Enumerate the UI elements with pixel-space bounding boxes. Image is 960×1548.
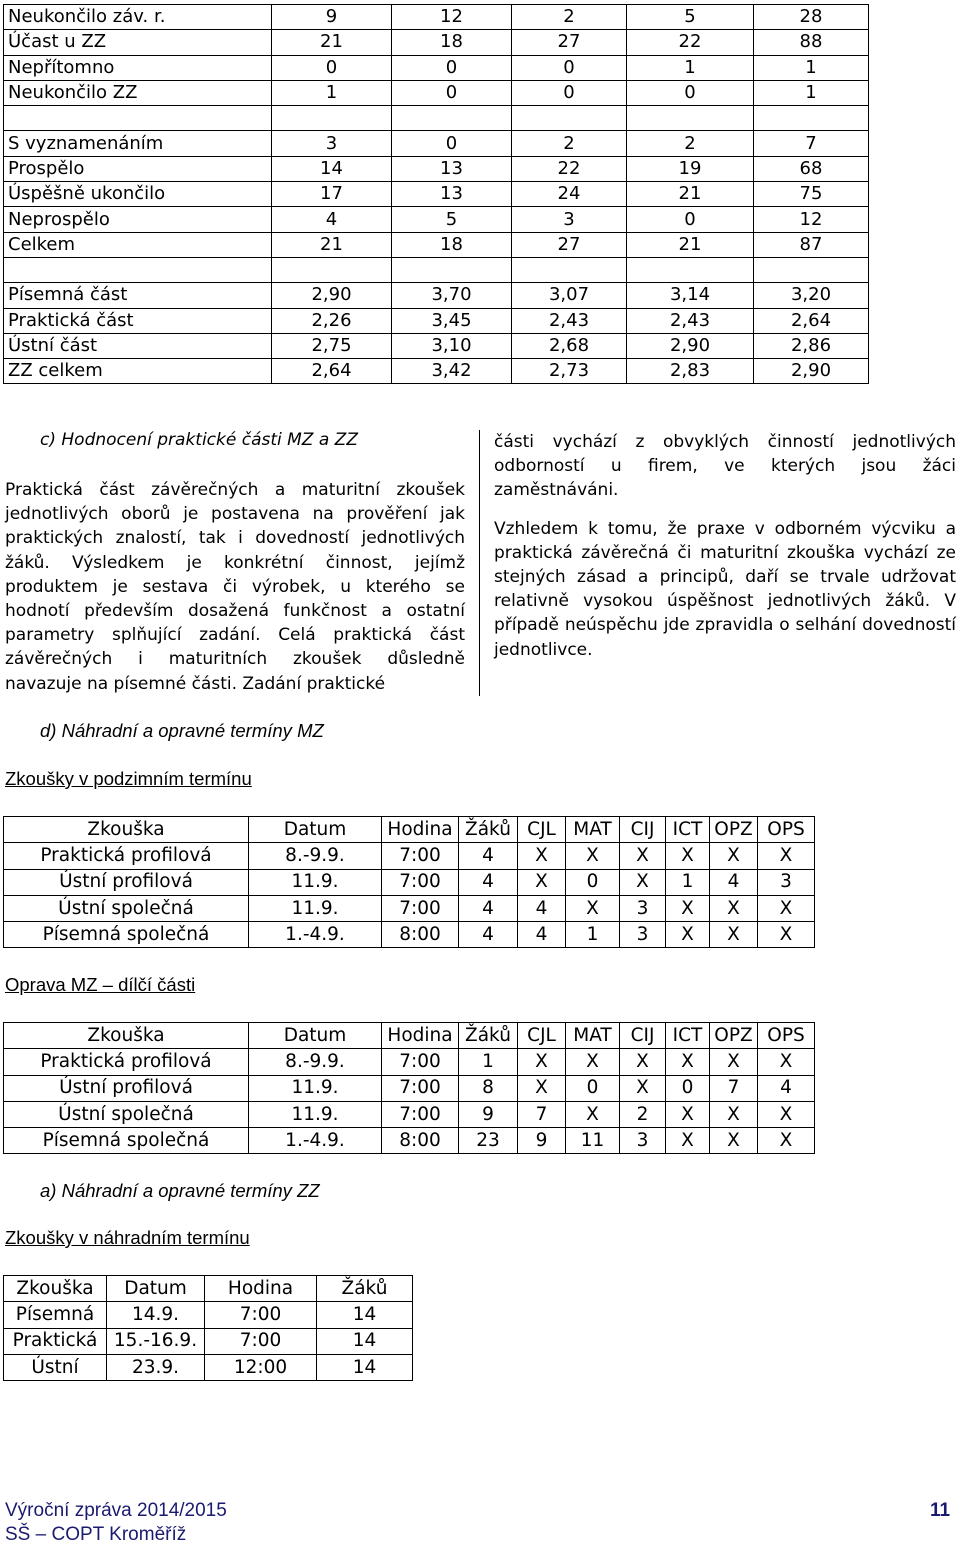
table-row [4,843,815,869]
stats-cell: 0 [392,131,512,156]
table-row [4,895,815,921]
section-c-left-column [5,478,465,696]
table-cell: 4 [518,895,566,921]
table-cell: 7:00 [382,1075,459,1101]
table-cell: Písemná společná [4,1128,249,1154]
table-cell: X [758,1128,815,1154]
column-header: ICT [666,817,710,843]
section-c-left-paragraph: Praktická část závěrečných a maturitní zkoušek jednotlivých oborů je postavena na prověření jak praktických znalostí, tak i dovedností jednotlivých žáků. Výsledkem je konkrétní činnost, jejímž produktem je sestava či výrobek, u kterého se hodnotí především dosažená funkčnost a ostatní parametry splňující zadání. Celá praktická část závěrečných i maturitních zkoušek důsledně navazuje na písemné části. Zadání praktické [5,480,465,694]
stats-row-label: Prospělo [4,156,272,181]
table-cell: 7:00 [205,1328,317,1354]
column-header: Zkouška [4,817,249,843]
table-cell: X [666,1101,710,1127]
table-row [4,922,815,948]
table-cell: X [518,1049,566,1075]
table-cell: X [758,843,815,869]
stats-row [4,308,869,333]
stats-empty-cell [392,106,512,131]
table-row [4,1101,815,1127]
stats-cell: 68 [754,156,869,181]
table-header-row [4,1023,815,1049]
table-cell: X [566,1101,620,1127]
table-cell: X [758,895,815,921]
stats-cell: 0 [627,80,754,105]
table-cell: 0 [566,1075,620,1101]
stats-row-label: Neukončilo záv. r. [4,5,272,30]
stats-empty-cell [4,106,272,131]
table-cell: Ústní profilová [4,869,249,895]
table-cell: X [620,869,666,895]
stats-row [4,156,869,181]
stats-cell: 2,83 [627,359,754,384]
stats-row [4,283,869,308]
table-cell: 11.9. [249,1101,382,1127]
stats-row [4,359,869,384]
stats-cell: 12 [392,5,512,30]
stats-cell: 21 [272,232,392,257]
column-header: OPS [758,817,815,843]
table-cell: X [666,922,710,948]
stats-cell: 2 [512,5,627,30]
section-a-heading: a) Náhradní a opravné termíny ZZ [40,1180,320,1201]
stats-row-label: ZZ celkem [4,359,272,384]
stats-cell: 0 [512,80,627,105]
table-cell: 4 [518,922,566,948]
table-cell: 7 [518,1101,566,1127]
table-cell: Ústní profilová [4,1075,249,1101]
table-cell: 3 [758,869,815,895]
table-cell: Praktická profilová [4,843,249,869]
stats-cell: 3,70 [392,283,512,308]
table-cell: 8.-9.9. [249,1049,382,1075]
stats-cell: 13 [392,156,512,181]
section-c-right-column [494,430,956,662]
table-cell: 1.-4.9. [249,1128,382,1154]
stats-row [4,30,869,55]
table-cell: 11 [566,1128,620,1154]
column-header: Hodina [382,817,459,843]
stats-empty-cell [754,257,869,282]
table-cell: 23 [459,1128,518,1154]
stats-cell: 2,64 [754,308,869,333]
stats-cell: 19 [627,156,754,181]
table-cell: X [710,1049,758,1075]
table-cell: 1 [566,922,620,948]
results-statistics-table [3,4,869,384]
autumn-term-title: Zkoušky v podzimním termínu [5,768,252,789]
stats-cell: 2,26 [272,308,392,333]
table-cell: 4 [459,869,518,895]
table-cell: 4 [710,869,758,895]
stats-separator-row [4,106,869,131]
stats-cell: 2,64 [272,359,392,384]
table-cell: 8.-9.9. [249,843,382,869]
stats-cell: 2,43 [627,308,754,333]
table-row [4,1075,815,1101]
column-header: CJL [518,1023,566,1049]
column-header: MAT [566,1023,620,1049]
section-c-right-paragraph-1: části vychází z obvyklých činností jednotlivých odborností u firem, ve kterých jsou žáci zaměstnáváni. [494,432,956,501]
stats-empty-cell [627,106,754,131]
table-cell: Praktická profilová [4,1049,249,1075]
stats-cell: 21 [272,30,392,55]
stats-row [4,131,869,156]
table-header-row [4,817,815,843]
footer-report-title: Výroční zpráva 2014/2015 [5,1500,227,1521]
stats-cell: 3,07 [512,283,627,308]
page-number: 11 [930,1500,951,1521]
table-cell: 14 [317,1302,413,1328]
table-cell: X [710,843,758,869]
stats-cell: 2,86 [754,333,869,358]
footer-school-name: SŠ – COPT Kroměříž [5,1524,187,1545]
table-row [4,1328,413,1354]
column-header: Zkouška [4,1023,249,1049]
stats-cell: 2 [627,131,754,156]
stats-row-label: Ústní část [4,333,272,358]
table-cell: X [620,1075,666,1101]
table-header-row [4,1276,413,1302]
table-cell: 7:00 [382,843,459,869]
column-header: ICT [666,1023,710,1049]
stats-cell: 3,42 [392,359,512,384]
stats-cell: 2,75 [272,333,392,358]
column-header: Hodina [382,1023,459,1049]
table-cell: X [566,1049,620,1075]
stats-cell: 13 [392,182,512,207]
section-c-right-paragraph-2: Vzhledem k tomu, že praxe v odborném výcviku a praktická závěrečná či maturitní zkouška vychází ze stejných zásad a principů, daří se trvale udržovat relativně vysokou úspěšnost jednotlivých žáků. V případě neúspěchu jde zpravidla o selhání dovedností jednotlivce. [494,518,956,660]
column-header: Datum [249,817,382,843]
table-cell: 11.9. [249,869,382,895]
stats-row [4,333,869,358]
column-header: Hodina [205,1276,317,1302]
stats-cell: 0 [392,55,512,80]
table-cell: X [710,1101,758,1127]
stats-row-label: Účast u ZZ [4,30,272,55]
table-cell: 14 [317,1328,413,1354]
stats-empty-cell [754,106,869,131]
table-cell: Ústní společná [4,1101,249,1127]
stats-cell: 24 [512,182,627,207]
table-cell: 4 [758,1075,815,1101]
table-cell: Praktická [4,1328,107,1354]
stats-cell: 2,43 [512,308,627,333]
table-cell: Ústní [4,1354,107,1380]
table-cell: 3 [620,895,666,921]
table-cell: 8:00 [382,922,459,948]
stats-cell: 12 [754,207,869,232]
table-cell: 8 [459,1075,518,1101]
table-row [4,869,815,895]
table-cell: 4 [459,922,518,948]
stats-cell: 0 [512,55,627,80]
table-cell: Ústní společná [4,895,249,921]
stats-cell: 2,90 [627,333,754,358]
stats-cell: 3,10 [392,333,512,358]
table-cell: 12:00 [205,1354,317,1380]
stats-row [4,182,869,207]
table-row [4,1128,815,1154]
stats-cell: 1 [754,55,869,80]
table-cell: 3 [620,1128,666,1154]
stats-cell: 88 [754,30,869,55]
stats-row [4,232,869,257]
substitute-term-table [3,1275,413,1381]
stats-empty-cell [512,257,627,282]
table-cell: X [758,1101,815,1127]
column-header: Žáků [317,1276,413,1302]
stats-cell: 27 [512,30,627,55]
stats-empty-cell [272,257,392,282]
column-divider [479,430,480,696]
stats-empty-cell [392,257,512,282]
table-cell: 3 [620,922,666,948]
autumn-term-table [3,816,815,948]
column-header: CJL [518,817,566,843]
table-cell: 7:00 [382,1049,459,1075]
stats-cell: 87 [754,232,869,257]
table-cell: 0 [666,1075,710,1101]
stats-cell: 21 [627,232,754,257]
repair-term-table [3,1022,815,1154]
stats-row-label: Nepřítomno [4,55,272,80]
stats-cell: 2,90 [754,359,869,384]
table-cell: 15.-16.9. [107,1328,205,1354]
table-cell: 11.9. [249,1075,382,1101]
stats-cell: 21 [627,182,754,207]
table-cell: 14.9. [107,1302,205,1328]
table-cell: X [666,1049,710,1075]
stats-cell: 5 [392,207,512,232]
stats-cell: 1 [754,80,869,105]
table-cell: 4 [459,895,518,921]
table-cell: X [710,1128,758,1154]
table-cell: Písemná společná [4,922,249,948]
table-row [4,1354,413,1380]
table-cell: 2 [620,1101,666,1127]
table-row [4,1049,815,1075]
table-cell: 7:00 [382,895,459,921]
table-cell: X [620,1049,666,1075]
table-cell: 11.9. [249,895,382,921]
stats-cell: 7 [754,131,869,156]
table-cell: 0 [566,869,620,895]
stats-cell: 3 [512,207,627,232]
table-cell: X [518,869,566,895]
column-header: Žáků [459,817,518,843]
column-header: OPZ [710,817,758,843]
stats-row-label: Neprospělo [4,207,272,232]
stats-cell: 18 [392,232,512,257]
column-header: CIJ [620,817,666,843]
table-cell: X [710,922,758,948]
stats-cell: 2,68 [512,333,627,358]
table-cell: 23.9. [107,1354,205,1380]
stats-row [4,5,869,30]
stats-cell: 3,20 [754,283,869,308]
table-cell: X [566,843,620,869]
section-d-heading: d) Náhradní a opravné termíny MZ [40,720,324,741]
column-header: Datum [249,1023,382,1049]
table-cell: 14 [317,1354,413,1380]
section-c-heading: c) Hodnocení praktické části MZ a ZZ [40,430,358,450]
column-header: CIJ [620,1023,666,1049]
stats-cell: 17 [272,182,392,207]
stats-cell: 0 [627,207,754,232]
table-cell: 1.-4.9. [249,922,382,948]
table-cell: 4 [459,843,518,869]
column-header: OPZ [710,1023,758,1049]
table-cell: 8:00 [382,1128,459,1154]
stats-cell: 3,14 [627,283,754,308]
substitute-term-title: Zkoušky v náhradním termínu [5,1227,250,1248]
stats-empty-cell [272,106,392,131]
stats-cell: 2,73 [512,359,627,384]
table-cell: X [666,1128,710,1154]
table-cell: X [566,895,620,921]
table-cell: X [518,1075,566,1101]
stats-cell: 28 [754,5,869,30]
table-cell: 1 [666,869,710,895]
column-header: MAT [566,817,620,843]
column-header: Žáků [459,1023,518,1049]
table-cell: 7:00 [205,1302,317,1328]
stats-cell: 22 [512,156,627,181]
stats-row-label: S vyznamenáním [4,131,272,156]
stats-cell: 9 [272,5,392,30]
stats-cell: 3,45 [392,308,512,333]
stats-cell: 0 [272,55,392,80]
stats-row-label: Celkem [4,232,272,257]
stats-row [4,55,869,80]
stats-cell: 1 [627,55,754,80]
table-cell: X [710,895,758,921]
stats-row [4,80,869,105]
table-cell: X [666,895,710,921]
stats-cell: 3 [272,131,392,156]
column-header: Datum [107,1276,205,1302]
table-cell: X [620,843,666,869]
column-header: OPS [758,1023,815,1049]
table-cell: 7 [710,1075,758,1101]
stats-cell: 2,90 [272,283,392,308]
table-cell: 9 [518,1128,566,1154]
table-cell: X [666,843,710,869]
stats-cell: 0 [392,80,512,105]
stats-cell: 22 [627,30,754,55]
stats-row-label: Praktická část [4,308,272,333]
stats-row-label: Úspěšně ukončilo [4,182,272,207]
stats-empty-cell [512,106,627,131]
column-header: Zkouška [4,1276,107,1302]
stats-cell: 27 [512,232,627,257]
stats-row [4,207,869,232]
stats-cell: 2 [512,131,627,156]
stats-row-label: Písemná část [4,283,272,308]
table-cell: X [758,1049,815,1075]
stats-cell: 4 [272,207,392,232]
stats-cell: 75 [754,182,869,207]
repair-term-title: Oprava MZ – dílčí části [5,974,196,995]
table-cell: 1 [459,1049,518,1075]
table-cell: 9 [459,1101,518,1127]
stats-cell: 5 [627,5,754,30]
stats-row-label: Neukončilo ZZ [4,80,272,105]
table-cell: Písemná [4,1302,107,1328]
stats-empty-cell [4,257,272,282]
table-cell: X [758,922,815,948]
table-cell: 7:00 [382,1101,459,1127]
table-cell: 7:00 [382,869,459,895]
table-row [4,1302,413,1328]
stats-cell: 14 [272,156,392,181]
stats-cell: 1 [272,80,392,105]
stats-empty-cell [627,257,754,282]
stats-separator-row [4,257,869,282]
stats-cell: 18 [392,30,512,55]
table-cell: X [518,843,566,869]
